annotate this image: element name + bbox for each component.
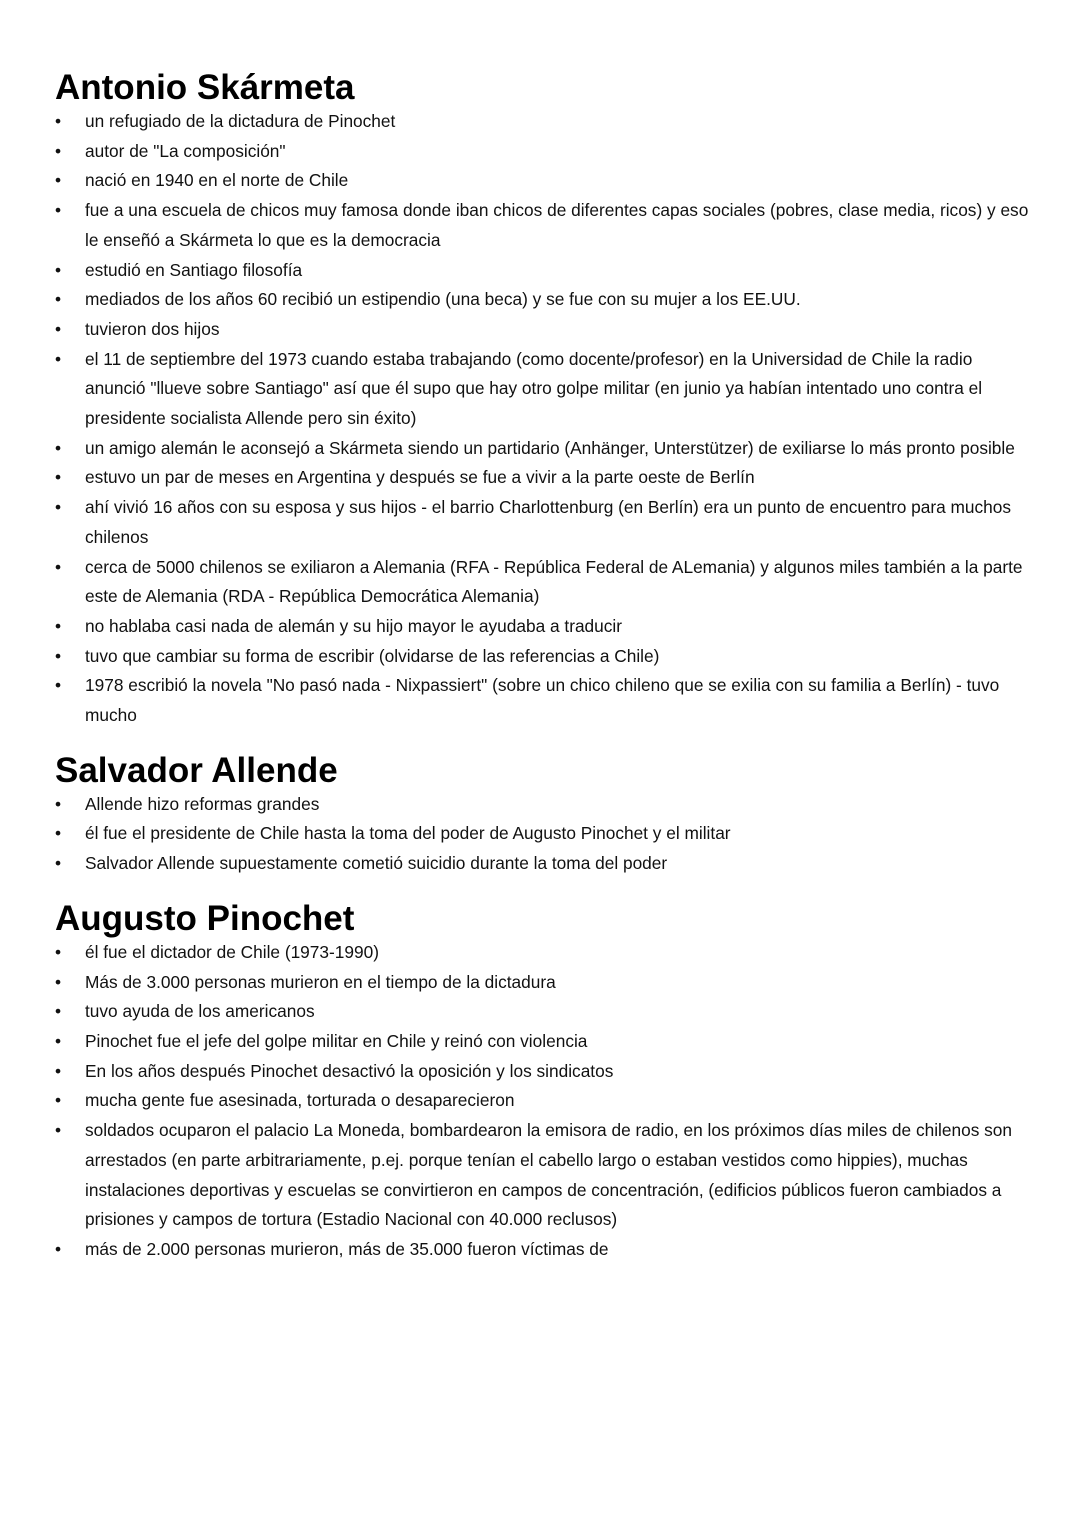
bullet-icon: •: [55, 170, 62, 191]
bullet-icon: •: [55, 497, 62, 518]
list-item-text: Salvador Allende supuestamente cometió suicidio durante la toma del poder: [85, 853, 668, 874]
bullet-icon: •: [55, 1090, 62, 1111]
bullet-icon: •: [55, 853, 62, 874]
list-item: [55, 137, 1030, 167]
list-item: [55, 819, 1030, 849]
list-item-text: él fue el presidente de Chile hasta la toma del poder de Augusto Pinochet y el militar: [85, 823, 731, 844]
bullet-icon: •: [55, 675, 62, 696]
list-item-text: el 11 de septiembre del 1973 cuando estaba trabajando (como docente/profesor) en la Universidad de Chile la radio anunció "llueve sobre Santiago" así que él supo que hay otro golpe militar (en junio ya habían intentado uno contra el presidente socialista Allende pero sin éxito): [85, 348, 983, 429]
list-item: [55, 1235, 1030, 1265]
bullet-icon: •: [55, 1238, 62, 1259]
section-heading: Antonio Skármeta: [55, 68, 355, 107]
bullet-icon: •: [55, 289, 62, 310]
list-item-text: tuvo ayuda de los americanos: [85, 1001, 315, 1022]
bullet-icon: •: [55, 1001, 62, 1022]
bullet-icon: •: [55, 615, 62, 636]
bullet-icon: •: [55, 140, 62, 161]
section: [55, 751, 1035, 879]
list-item-text: un amigo alemán le aconsejó a Skármeta siendo un partidario (Anhänger, Unterstützer) de exiliarse lo más pronto posible: [85, 437, 1015, 458]
list-item-text: fue a una escuela de chicos muy famosa donde iban chicos de diferentes capas sociales (pobres, clase media, ricos) y eso le enseñó a Skármeta lo que es la democracia: [85, 200, 1029, 250]
list-item-text: estudió en Santiago filosofía: [85, 259, 303, 280]
bullet-icon: •: [55, 437, 62, 458]
bullet-icon: •: [55, 645, 62, 666]
section-heading: Augusto Pinochet: [55, 898, 355, 938]
list-item: [55, 997, 1030, 1027]
document-page: [55, 68, 1035, 1265]
list-item-text: tuvieron dos hijos: [85, 318, 220, 339]
list-item-text: mediados de los años 60 recibió un estipendio (una beca) y se fue con su mujer a los EE.UU.: [85, 289, 801, 310]
bullet-icon: •: [55, 556, 62, 577]
list-item-text: autor de "La composición": [85, 140, 286, 161]
list-item-text: Allende hizo reformas grandes: [85, 793, 320, 814]
bullet-icon: •: [55, 318, 62, 339]
list-item-text: ahí vivió 16 años con su esposa y sus hijos - el barrio Charlottenburg (en Berlín) era un punto de encuentro para muchos chilenos: [85, 497, 1012, 547]
section: [55, 68, 1035, 731]
bullet-icon: •: [55, 1120, 62, 1141]
list-item: [55, 938, 1030, 968]
list-item: [55, 849, 1030, 879]
list-item-text: mucha gente fue asesinada, torturada o desaparecieron: [85, 1090, 515, 1111]
bullet-list: [55, 107, 1035, 731]
bullet-list: [55, 790, 1035, 879]
list-item-text: En los años después Pinochet desactivó la oposición y los sindicatos: [85, 1060, 614, 1081]
section: [55, 899, 1035, 1265]
list-item-text: estuvo un par de meses en Argentina y después se fue a vivir a la parte oeste de Berlín: [85, 467, 755, 488]
list-item-text: nació en 1940 en el norte de Chile: [85, 170, 349, 191]
list-item-text: tuvo que cambiar su forma de escribir (olvidarse de las referencias a Chile): [85, 645, 660, 666]
bullet-icon: •: [55, 200, 62, 221]
list-item: [55, 1027, 1030, 1057]
list-item-text: soldados ocuparon el palacio La Moneda, bombardearon la emisora de radio, en los próximos días miles de chilenos son arrestados (en parte arbitrariamente, p.ej. porque tenían el cabello largo o estaban vestidos como hippies), muchas instalaciones deportivas y escuelas se convirtieron en campos de concentración, (edificios públicos fueron cambiados a prisiones y campos de tortura (Estadio Nacional con 40.000 reclusos): [85, 1120, 1013, 1230]
bullet-icon: •: [55, 467, 62, 488]
list-item-text: él fue el dictador de Chile (1973-1990): [85, 941, 379, 962]
list-item: [55, 790, 1030, 820]
list-item: [55, 166, 1030, 196]
list-item: [55, 1116, 1030, 1235]
list-item: [55, 671, 1030, 730]
bullet-icon: •: [55, 111, 62, 131]
list-item: [55, 612, 1030, 642]
bullet-icon: •: [55, 823, 62, 844]
bullet-icon: •: [55, 1060, 62, 1081]
bullet-icon: •: [55, 348, 62, 369]
list-item-text: un refugiado de la dictadura de Pinochet: [85, 111, 396, 131]
bullet-icon: •: [55, 1030, 62, 1051]
list-item: [55, 345, 1030, 434]
list-item: [55, 968, 1030, 998]
list-item-text: cerca de 5000 chilenos se exiliaron a Alemania (RFA - República Federal de ALemania) y algunos miles también a la parte este de Alemania (RDA - República Democrática Alemania): [85, 556, 1023, 607]
list-item-text: no hablaba casi nada de alemán y su hijo mayor le ayudaba a traducir: [85, 615, 623, 636]
list-item: [55, 315, 1030, 345]
bullet-icon: •: [55, 971, 62, 992]
list-item: [55, 553, 1030, 612]
list-item-text: más de 2.000 personas murieron, más de 35.000 fueron víctimas de: [85, 1238, 609, 1259]
list-item-text: Más de 3.000 personas murieron en el tiempo de la dictadura: [85, 971, 556, 992]
list-item: [55, 493, 1030, 552]
section-heading: Salvador Allende: [55, 750, 338, 790]
list-item: [55, 434, 1030, 464]
list-item: [55, 1086, 1030, 1116]
bullet-list: [55, 938, 1035, 1265]
list-item: [55, 463, 1030, 493]
bullet-icon: •: [55, 259, 62, 280]
list-item-text: 1978 escribió la novela "No pasó nada - Nixpassiert" (sobre un chico chileno que se exilia con su familia a Berlín) - tuvo mucho: [85, 675, 1000, 726]
bullet-icon: •: [55, 793, 62, 814]
list-item-text: Pinochet fue el jefe del golpe militar en Chile y reinó con violencia: [85, 1030, 588, 1051]
list-item: [55, 1057, 1030, 1087]
list-item: [55, 285, 1030, 315]
list-item: [55, 196, 1030, 255]
list-item: [55, 256, 1030, 286]
list-item: [55, 107, 1030, 137]
list-item: [55, 642, 1030, 672]
bullet-icon: •: [55, 941, 62, 962]
